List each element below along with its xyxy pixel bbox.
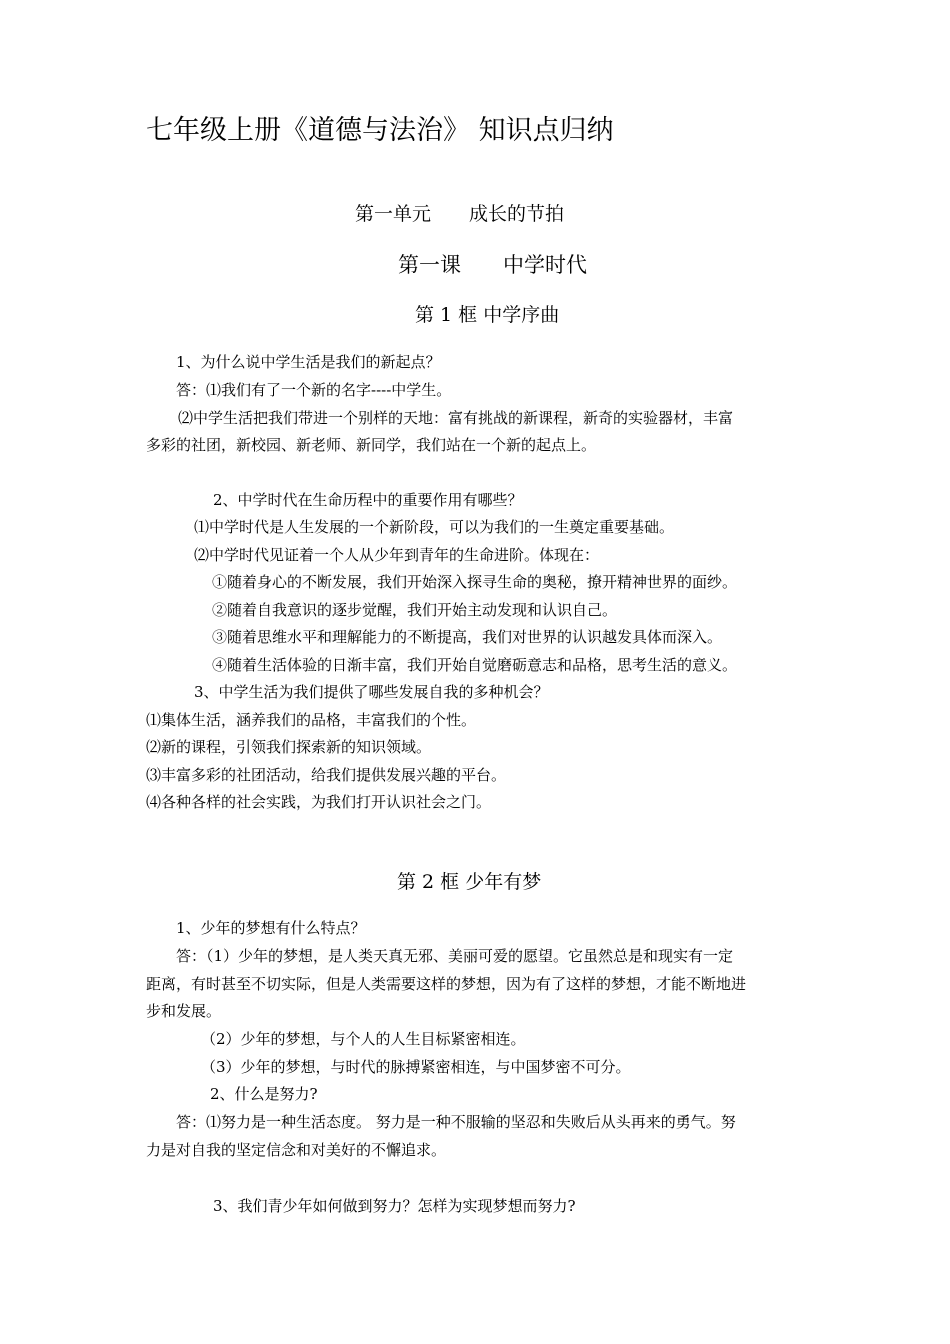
answer-line: 力是对自我的坚定信念和对美好的不懈追求。	[146, 1141, 447, 1159]
section-heading: 第 1 框 中学序曲	[415, 304, 560, 326]
answer-line: ⑵中学生活把我们带进一个别样的天地：富有挑战的新课程，新奇的实验器材，丰富	[178, 409, 734, 427]
question-line: 3、我们青少年如何做到努力？怎样为实现梦想而努力?	[213, 1197, 576, 1215]
answer-line: （3）少年的梦想，与时代的脉搏紧密相连，与中国梦密不可分。	[201, 1058, 631, 1076]
answer-line: （2）少年的梦想，与个人的人生目标紧密相连。	[201, 1030, 526, 1048]
answer-line: ⑴集体生活，涵养我们的品格，丰富我们的个性。	[146, 711, 477, 729]
answer-line: 步和发展。	[146, 1002, 222, 1020]
answer-line: 答：⑴我们有了一个新的名字----中学生。	[176, 381, 452, 399]
question-line: 3、中学生活为我们提供了哪些发展自我的多种机会？	[194, 683, 549, 701]
answer-line: ⑵新的课程，引领我们探索新的知识领域。	[146, 738, 432, 756]
answer-line: 多彩的社团，新校园、新老师、新同学，我们站在一个新的起点上。	[146, 436, 597, 454]
answer-line: ⑴中学时代是人生发展的一个新阶段，可以为我们的一生奠定重要基础。	[194, 518, 675, 536]
question-line: 1、少年的梦想有什么特点？	[176, 919, 366, 937]
document-title: 七年级上册《道德与法治》 知识点归纳	[146, 115, 614, 146]
answer-line: ①随着身心的不断发展，我们开始深入探寻生命的奥秘，撩开精神世界的面纱。	[212, 573, 738, 591]
answer-line: ⑷各种各样的社会实践，为我们打开认识社会之门。	[146, 793, 492, 811]
unit-heading: 第一单元 成长的节拍	[355, 203, 565, 225]
question-line: 1、为什么说中学生活是我们的新起点？	[176, 353, 441, 371]
section-heading: 第 2 框 少年有梦	[397, 871, 542, 893]
question-line: 2、什么是努力?	[210, 1085, 318, 1103]
answer-line: ④随着生活体验的日渐丰富，我们开始自觉磨砺意志和品格，思考生活的意义。	[212, 656, 738, 674]
question-line: 2、中学时代在生命历程中的重要作用有哪些？	[213, 491, 523, 509]
answer-line: 答：（1）少年的梦想，是人类天真无邪、美丽可爱的愿望。它虽然总是和现实有一定	[176, 947, 734, 965]
answer-line: ③随着思维水平和理解能力的不断提高，我们对世界的认识越发具体而深入。	[212, 628, 723, 646]
answer-line: 距离，有时甚至不切实际，但是人类需要这样的梦想，因为有了这样的梦想，才能不断地进	[146, 975, 747, 993]
answer-line: ⑶丰富多彩的社团活动，给我们提供发展兴趣的平台。	[146, 766, 507, 784]
answer-line: ⑵中学时代见证着一个人从少年到青年的生命进阶。体现在：	[194, 546, 600, 564]
answer-line: ②随着自我意识的逐步觉醒，我们开始主动发现和认识自己。	[212, 601, 618, 619]
lesson-heading: 第一课 中学时代	[398, 253, 587, 277]
answer-line: 答：⑴努力是一种生活态度。 努力是一种不服输的坚忍和失败后从头再来的勇气。努	[176, 1113, 736, 1131]
